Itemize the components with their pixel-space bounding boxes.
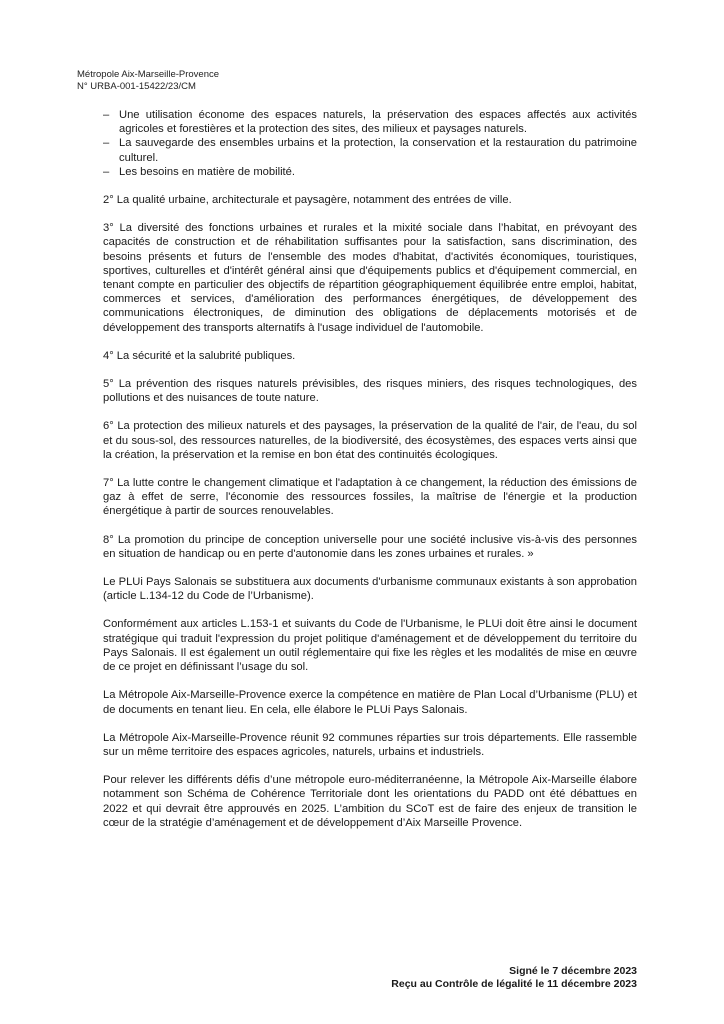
paragraph: 6° La protection des milieux naturels et des paysages, la préservation de la qualité de l'air, de l'eau, du sol et du sous-sol, des ressources naturelles, de la biodiversité, des écosystèmes, des espaces verts ainsi que la création, la préservation et la remise en bon état des continuités écologiques. (103, 420, 637, 461)
document-header (77, 69, 219, 93)
paragraph: 3° La diversité des fonctions urbaines et rurales et la mixité sociale dans l’habitat, en prévoyant des capacités de construction et de réhabilitation suffisantes pour la satisfaction, sans discrimination, des besoins présents et futurs de l'ensemble des modes d'habitat, d'activités économiques, touristiques, sportives, culturelles et d'intérêt général ainsi que d'équipements publics et d'équipement commercial, en tenant compte en particulier des objectifs de répartition géographiquement équilibrée entre emploi, habitat, commerces et services, d'amélioration des performances énergétiques, de développement des communications électroniques, de diminution des obligations de déplacements motorisés et de développement des transports alternatifs à l'usage individuel de l'automobile. (103, 222, 637, 334)
paragraph: Conformément aux articles L.153-1 et suivants du Code de l'Urbanisme, le PLUi doit être ainsi le document stratégique qui traduit l'expression du projet politique d'aménagement et de développement du territoire du Pays Salonais. Il est également un outil réglementaire qui fixe les règles et les modalités de mise en œuvre de ce projet en définissant l’usage du sol. (103, 618, 637, 674)
paragraph: 5° La prévention des risques naturels prévisibles, des risques miniers, des risques technologiques, des pollutions et des nuisances de toute nature. (103, 378, 637, 405)
paragraph: La Métropole Aix-Marseille-Provence exerce la compétence en matière de Plan Local d’Urbanisme (PLU) et de documents en tenant lieu. En cela, elle élabore le PLUi Pays Salonais. (103, 689, 637, 716)
paragraph: 7° La lutte contre le changement climatique et l'adaptation à ce changement, la réduction des émissions de gaz à effet de serre, l'économie des ressources fossiles, la maîtrise de l'énergie et la production énergétique à partir de sources renouvelables. (103, 477, 637, 518)
header-organization: Métropole Aix-Marseille-Provence (77, 69, 220, 80)
list-item: – Les besoins en matière de mobilité. (103, 165, 637, 179)
list-item: – Une utilisation économe des espaces naturels, la préservation des espaces affectés aux activités agricoles et forestières et la protection des sites, des milieux et paysages naturels. (103, 108, 637, 136)
bullet-list (103, 108, 637, 179)
paragraph: Pour relever les différents défis d’une métropole euro-méditerranéenne, la Métropole Aix-Marseille élabore notamment son Schéma de Cohérence Territoriale dont les orientations du PADD ont été débattues en 2022 et qui devrait être approuvés en 2025. L’ambition du SCoT est de faire des enjeux de transition le cœur de la stratégie d’aménagement et de développement d’Aix Marseille Provence. (103, 774, 637, 829)
paragraph: 2° La qualité urbaine, architecturale et paysagère, notamment des entrées de ville. (103, 194, 512, 207)
header-reference: N° URBA-001-15422/23/CM (77, 81, 196, 92)
paragraph: 8° La promotion du principe de conception universelle pour une société inclusive vis-à-vis des personnes en situation de handicap ou en perte d'autonomie dans les zones urbaines et rurales. » (103, 533, 637, 560)
paragraph: Le PLUi Pays Salonais se substituera aux documents d'urbanisme communaux existants à son approbation (article L.134-12 du Code de l’Urbanisme). (103, 576, 637, 603)
paragraph: 4° La sécurité et la salubrité publiques. (103, 349, 296, 362)
received-date: Reçu au Contrôle de légalité le 11 décembre 2023 (391, 978, 637, 990)
signed-date: Signé le 7 décembre 2023 (509, 965, 637, 977)
signature-footer (391, 965, 637, 991)
list-item: – La sauvegarde des ensembles urbains et la protection, la conservation et la restauration du patrimoine culturel. (103, 136, 637, 164)
paragraph: La Métropole Aix-Marseille-Provence réunit 92 communes réparties sur trois départements. Elle rassemble sur un même territoire des espaces agricoles, naturels, urbains et industriels. (103, 731, 637, 758)
document-body (103, 108, 637, 844)
